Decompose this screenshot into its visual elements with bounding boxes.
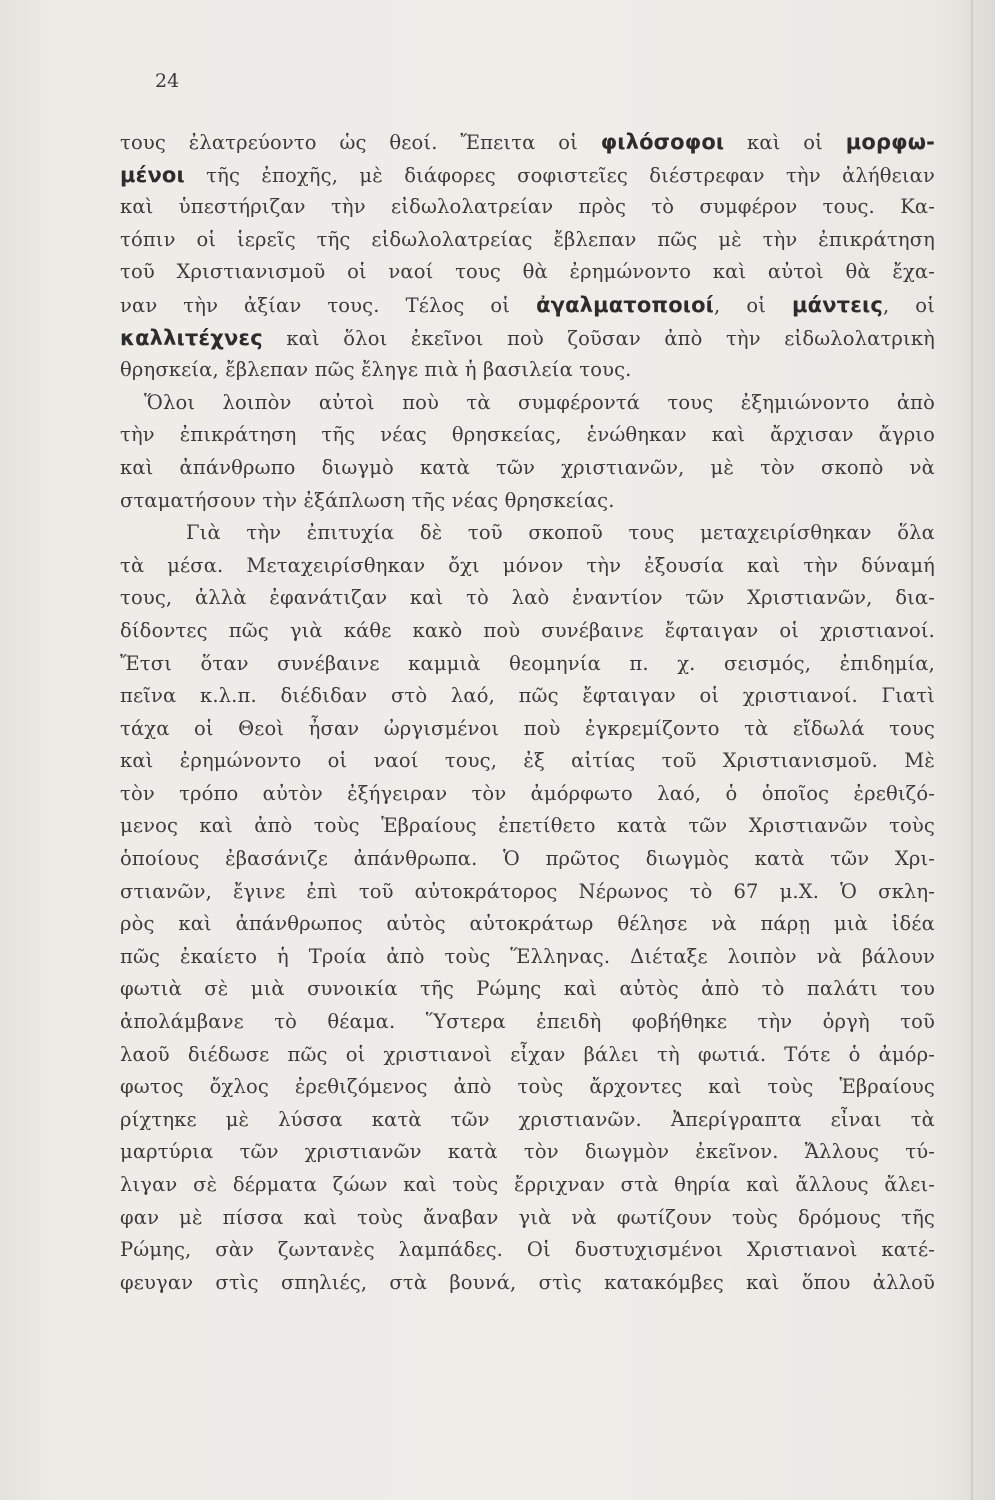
bold-term: φιλόσοφοι [600, 130, 725, 154]
text-line: πεῖνα κ.λ.π. διέδιδαν στὸ λαό, πῶς ἔφταιγαν οἱ χριστιανοί. Γιατὶ [120, 684, 935, 708]
text-line: φευγαν στὶς σπηλιές, στὰ βουνά, στὶς κατακόμβες καὶ ὅπου ἀλλοῦ [120, 1270, 935, 1294]
text-line: Γιὰ τὴν ἐπιτυχία δὲ τοῦ σκοποῦ τους μεταχειρίσθηκαν ὅλα [186, 521, 935, 545]
text-line: σταματήσουν τὴν ἐξάπλωση τῆς νέας θρησκείας. [120, 488, 615, 512]
text-line: τόπιν οἱ ἱερεῖς τῆς εἰδωλολατρείας ἔβλεπαν πῶς μὲ τὴν ἐπικράτηση [120, 227, 935, 251]
text-line: τὸν τρόπο αὐτὸν ἐξήγειραν τὸν ἀμόρφωτο λαό, ὁ ὁποῖος ἐρεθιζό- [120, 781, 935, 805]
bold-term: μορφω- [845, 130, 935, 154]
text-line: ἀπολάμβανε τὸ θέαμα. Ὕστερα ἐπειδὴ φοβήθηκε τὴν ὀργὴ τοῦ [120, 1010, 935, 1034]
bold-term: μένοι [120, 162, 185, 187]
text-line: φωτος ὄχλος ἐρεθιζόμενος ἀπὸ τοὺς ἄρχοντες καὶ τοὺς Ἑβραίους [120, 1075, 935, 1099]
text-line: τὰ μέσα. Μεταχειρίσθηκαν ὄχι μόνον τὴν ἐξουσία καὶ τὴν δύναμή [120, 553, 935, 577]
text-line: ὁποίους ἐβασάνιζε ἀπάνθρωπα. Ὁ πρῶτος διωγμὸς κατὰ τῶν Χρι- [120, 847, 935, 871]
bold-term: καλλιτέχνες [120, 325, 263, 350]
text-line: καὶ ἐρημώνοντο οἱ ναοί τους, ἐξ αἰτίας τοῦ Χριστιανισμοῦ. Μὲ [120, 749, 935, 773]
bold-term: ἀγαλματοποιοί [536, 292, 715, 317]
text-line: Ὅλοι λοιπὸν αὐτοὶ ποὺ τὰ συμφέροντά τους ἐξημιώνοντο ἀπὸ [144, 390, 935, 414]
text-line: φωτιὰ σὲ μιὰ συνοικία τῆς Ρώμης καὶ αὐτὸς ἀπὸ τὸ παλάτι του [120, 977, 935, 1001]
text-line: πῶς ἐκαίετο ἡ Τροία ἀπὸ τοὺς Ἕλληνας. Διέταξε λοιπὸν νὰ βάλουν [120, 944, 935, 968]
text-line: τους, ἀλλὰ ἐφανάτιζαν καὶ τὸ λαὸ ἐναντίον τῶν Χριστιανῶν, δια- [120, 586, 935, 610]
text-line: ναν τὴν ἀξίαν τους. Τέλος οἱ ἀγαλματοποιοί, οἱ μάντεις, οἱ [120, 292, 935, 317]
text-line: καλλιτέχνες καὶ ὅλοι ἐκεῖνοι ποὺ ζοῦσαν ἀπὸ τὴν εἰδωλολατρικὴ [120, 325, 935, 350]
text-line: φαν μὲ πίσσα καὶ τοὺς ἄναβαν γιὰ νὰ φωτίζουν τοὺς δρόμους τῆς [120, 1205, 935, 1229]
text-line: ρὸς καὶ ἀπάνθρωπος αὐτὸς αὐτοκράτωρ θέλησε νὰ πάρῃ μιὰ ἰδέα [120, 912, 935, 936]
text-line: ρίχτηκε μὲ λύσσα κατὰ τῶν χριστιανῶν. Ἀπερίγραπτα εἶναι τὰ [120, 1107, 935, 1131]
text-line: δίδοντες πῶς γιὰ κάθε κακὸ ποὺ συνέβαινε ἔφταιγαν οἱ χριστιανοί. [120, 618, 935, 642]
text-line: Ἔτσι ὅταν συνέβαινε καμμιὰ θεομηνία π. χ. σεισμός, ἐπιδημία, [120, 651, 935, 675]
text-line: μένοι τῆς ἐποχῆς, μὲ διάφορες σοφιστεῖες διέστρεφαν τὴν ἀλήθειαν [120, 162, 935, 187]
text-line: καὶ ὑπεστήριζαν τὴν εἰδωλολατρείαν πρὸς τὸ συμφέρον τους. Κα- [120, 195, 935, 219]
bold-term: μάντεις [792, 292, 883, 317]
page-number: 24 [155, 70, 180, 92]
text-line: λαοῦ διέδωσε πῶς οἱ χριστιανοὶ εἶχαν βάλει τὴ φωτιά. Τότε ὁ ἀμόρ- [120, 1042, 935, 1066]
body-text [120, 126, 935, 1299]
page-fold-shadow [971, 0, 973, 1500]
text-line: θρησκεία, ἔβλεπαν πῶς ἔληγε πιὰ ἡ βασιλεία τους. [120, 358, 632, 382]
text-line: στιανῶν, ἔγινε ἐπὶ τοῦ αὐτοκράτορος Νέρωνος τὸ 67 μ.Χ. Ὁ σκλη- [120, 879, 935, 903]
text-line: Ρώμης, σὰν ζωντανὲς λαμπάδες. Οἱ δυστυχισμένοι Χριστιανοὶ κατέ- [120, 1238, 935, 1262]
text-line: τους ἐλατρεύοντο ὡς θεοί. Ἔπειτα οἱ φιλόσοφοι καὶ οἱ μορφω- [120, 130, 935, 154]
text-line: μενος καὶ ἀπὸ τοὺς Ἑβραίους ἐπετίθετο κατὰ τῶν Χριστιανῶν τοὺς [120, 814, 935, 838]
text-line: λιγαν σὲ δέρματα ζώων καὶ τοὺς ἔρριχναν στὰ θηρία καὶ ἄλλους ἄλει- [120, 1173, 935, 1196]
text-line: τὴν ἐπικράτηση τῆς νέας θρησκείας, ἑνώθηκαν καὶ ἄρχισαν ἄγριο [120, 423, 935, 447]
text-line: τάχα οἱ Θεοὶ ἦσαν ὠργισμένοι ποὺ ἐγκρεμίζοντο τὰ εἴδωλά τους [120, 716, 935, 740]
text-line: τοῦ Χριστιανισμοῦ οἱ ναοί τους θὰ ἐρημώνοντο καὶ αὐτοὶ θὰ ἔχα- [120, 260, 935, 284]
text-line: μαρτύρια τῶν χριστιανῶν κατὰ τὸν διωγμὸν ἐκεῖνον. Ἄλλους τύ- [120, 1140, 935, 1164]
text-line: καὶ ἀπάνθρωπο διωγμὸ κατὰ τῶν χριστιανῶν, μὲ τὸν σκοπὸ νὰ [120, 455, 935, 479]
